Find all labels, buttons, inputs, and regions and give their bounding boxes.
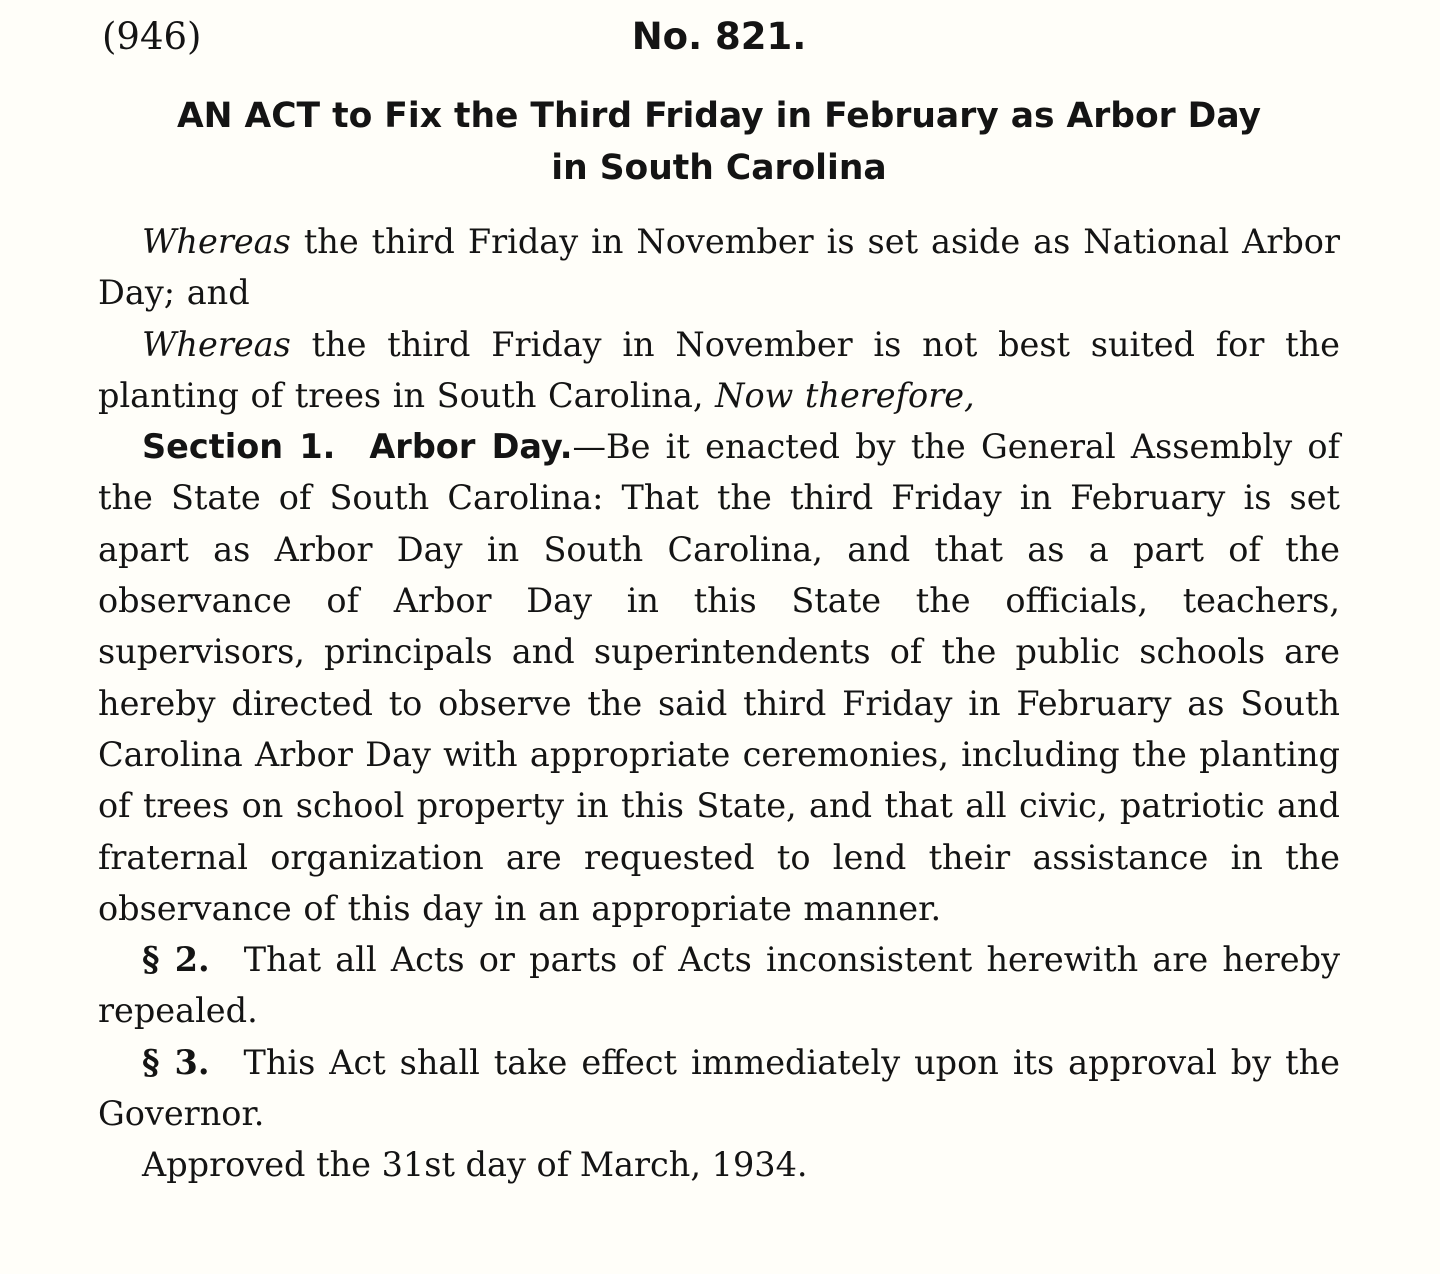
section-3-text: This Act shall take effect immediately upon its approval by the Governor. bbox=[98, 1042, 1340, 1134]
act-title-line-2: in South Carolina bbox=[551, 148, 887, 188]
section-1-text: —Be it enacted by the General Assembly of the State of South Carolina: That the third Friday in February is set apart as Arbor Day in South Carolina, and that as a part of the observance of Arbor Day in this State the officials, teachers, supervisors, principals and superintendents of the public schools are hereby directed to observe the said third Friday in February as South Carolina Arbor Day with appropriate ceremonies, including the planting of trees on school property in this State, and that all civic, patriotic and fraternal organization are requested to lend their assistance in the observance of this day in an appropriate manner. bbox=[98, 427, 1340, 928]
section-2-label: § 2. bbox=[142, 940, 210, 980]
preamble-clause-2 bbox=[98, 319, 1340, 422]
whereas-keyword: Whereas bbox=[142, 222, 291, 261]
now-therefore-phrase: Now therefore, bbox=[715, 375, 975, 415]
act-title-line-1: AN ACT to Fix the Third Friday in February as Arbor Day bbox=[176, 96, 1262, 136]
act-number: No. 821. bbox=[631, 15, 807, 58]
act-body bbox=[98, 216, 1340, 1191]
approval-line: Approved the 31st day of March, 1934. bbox=[142, 1145, 808, 1185]
page-header bbox=[98, 14, 1340, 66]
section-1-heading: Arbor Day. bbox=[369, 427, 573, 467]
preamble-clause-text: the third Friday in November is not best suited for the planting of trees in South Carolina, bbox=[98, 324, 1340, 415]
preamble-clause-text: the third Friday in November is set aside as National Arbor Day; and bbox=[98, 222, 1340, 313]
section-2 bbox=[98, 934, 1340, 1037]
whereas-keyword: Whereas bbox=[142, 324, 291, 364]
statute-page bbox=[98, 14, 1340, 1191]
section-3-label: § 3. bbox=[142, 1042, 210, 1082]
section-1 bbox=[98, 421, 1340, 934]
section-1-label: Section 1. bbox=[142, 427, 336, 467]
act-title bbox=[98, 90, 1340, 194]
page-reference: (946) bbox=[102, 15, 202, 58]
preamble-clause-1 bbox=[98, 216, 1340, 319]
section-2-text: That all Acts or parts of Acts inconsistent herewith are hereby repealed. bbox=[98, 940, 1341, 1031]
section-3 bbox=[98, 1037, 1340, 1140]
